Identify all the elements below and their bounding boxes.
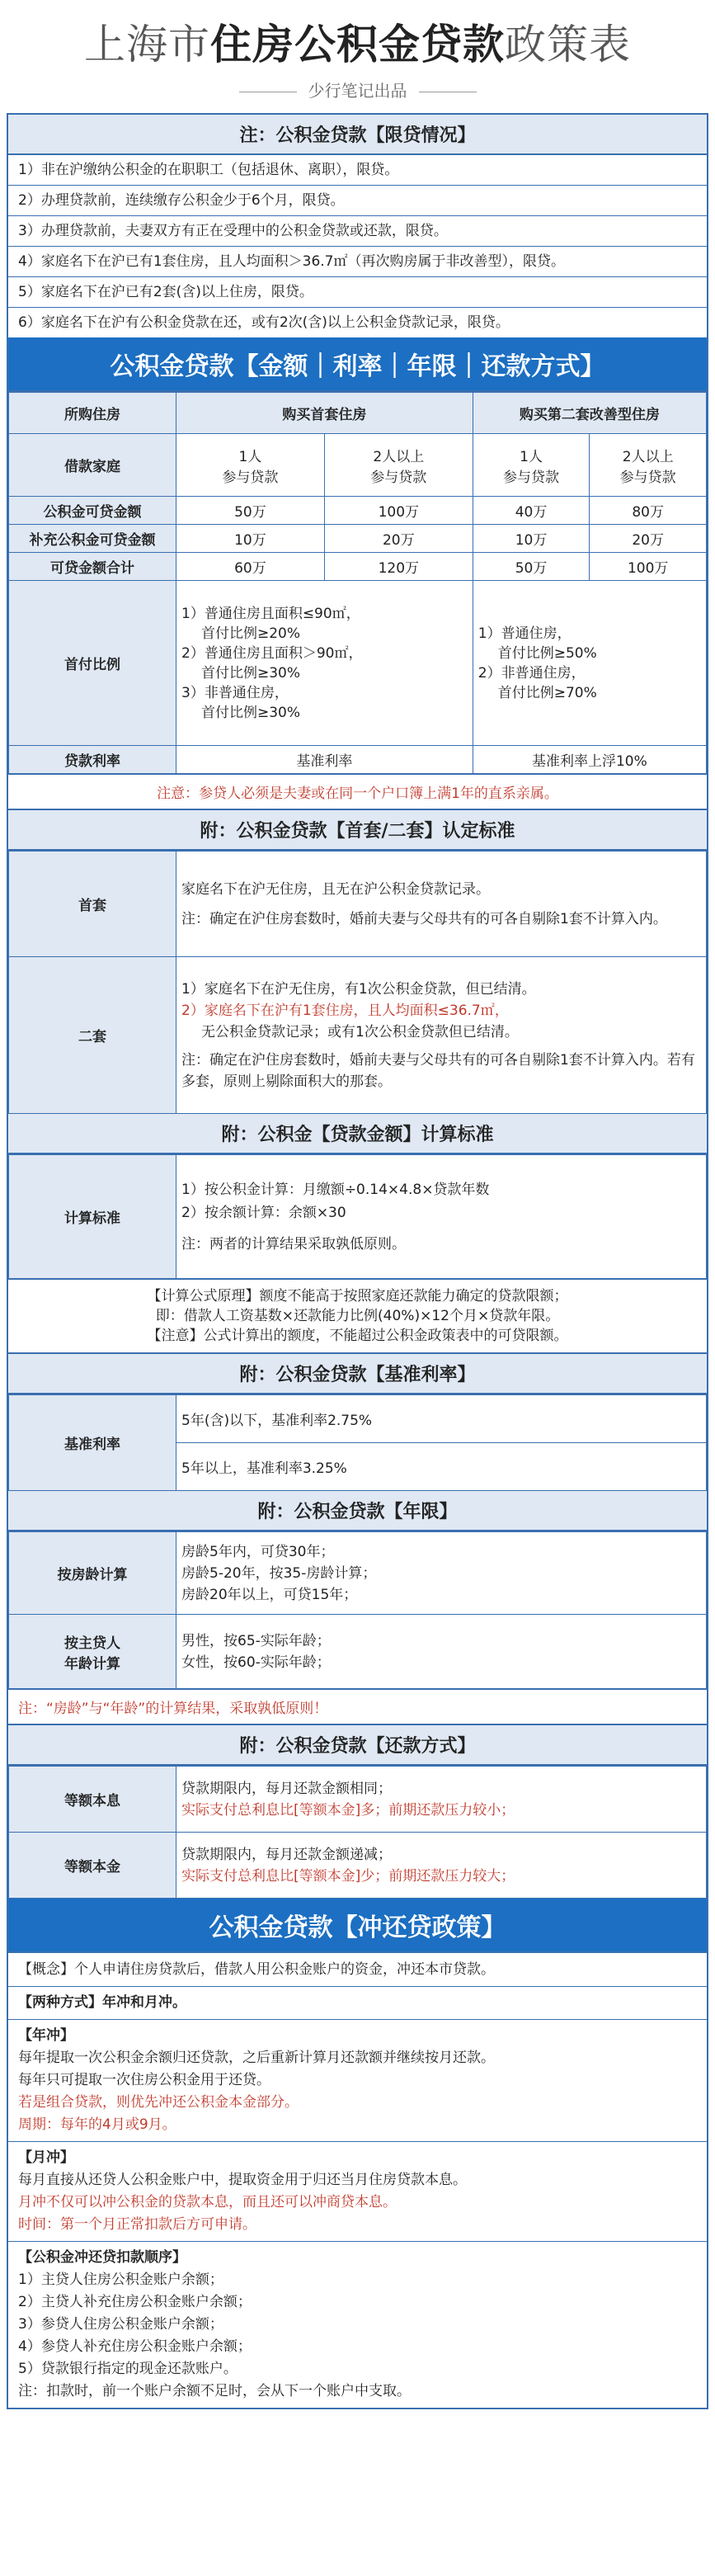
year-line: 若是组合贷款，则优先冲还公积金本金部分。 [18,2094,299,2111]
base-rate-line: 5年(含)以下，基准利率2.75% [176,1395,707,1443]
rate-label: 贷款利率 [9,746,176,774]
calc-table [8,1154,707,1279]
year-line: 周期：每年的4月或9月。 [18,2116,176,2133]
equal-pi-detail [176,1767,707,1833]
equal-p-line: 贷款期限内，每月还款金额递减； [181,1846,392,1863]
family-col: 1人 参与贷款 [473,434,590,497]
second-line: 2）家庭名下在沪有1套住房，且人均面积≤36.7㎡， [181,1002,509,1019]
down-line: 首付比例≥50% [497,644,597,662]
borrower-age-detail [176,1615,707,1689]
row-label: 可贷金额合计 [9,553,176,581]
cell: 100万 [590,553,707,581]
term-table [8,1531,707,1689]
amount-header: 公积金贷款【金额｜利率｜年限｜还款方式】 [8,337,707,392]
year-line: 每年提取一次公积金余额归还贷款，之后重新计算月还款额并继续按月还款。 [18,2050,495,2066]
limit-item: 3）办理贷款前，夫妻双方有正在受理中的公积金贷款或还款，限贷。 [8,215,707,246]
row-family: 借款家庭 [9,434,176,497]
down-line: 首付比例≥30% [201,704,301,721]
row-label: 公积金可贷金额 [9,497,176,525]
calc-detail [176,1155,707,1279]
coborrower-note: 注意：参贷人必须是夫妻或在同一个户口簿上满1年的直系亲属。 [8,774,707,809]
title-post: 政策表 [505,21,631,68]
equal-pi-line: 贷款期限内，每月还款金额相同； [181,1780,392,1797]
cell: 100万 [324,497,473,525]
offset-month [8,2141,707,2241]
cell: 10万 [176,525,325,553]
principle-line: 【计算公式原理】额度不能高于按照家庭还款能力确定的贷款限额； [147,1288,568,1305]
base-rate-table [8,1394,707,1491]
row-label: 补充公积金可贷金额 [9,525,176,553]
offset-header: 公积金贷款【冲还贷政策】 [8,1899,707,1953]
first-home-header: 购买首套住房 [176,393,473,434]
down-line: 首付比例≥70% [497,684,597,701]
calc-header: 附：公积金【贷款金额】计算标准 [8,1114,707,1154]
standard-header: 附：公积金贷款【首套/二套】认定标准 [8,809,707,851]
house-age-line: 房龄20年以上，可贷15年； [181,1586,358,1603]
order-title: 【公积金冲还贷扣款顺序】 [18,2249,186,2266]
down-line: 首付比例≥20% [201,625,301,642]
subtitle-text: 少行笔记出品 [308,81,407,101]
calc-line: 2）按余额计算：余额×30 [181,1204,346,1221]
first-label: 首套 [9,852,176,957]
repay-header: 附：公积金贷款【还款方式】 [8,1724,707,1766]
standard-table [8,851,707,1114]
second-label: 二套 [9,957,176,1114]
term-header: 附：公积金贷款【年限】 [8,1491,707,1531]
down-first [176,581,473,746]
month-title: 【月冲】 [18,2149,74,2166]
limit-item: 6）家庭名下在沪有公积金贷款在还，或有2次(含)以上公积金贷款记录，限贷。 [8,307,707,337]
house-age-line: 房龄5年内，可贷30年； [181,1543,335,1560]
borrower-age-line: 女性，按60-实际年龄； [181,1654,331,1671]
base-rate-line: 5年以上，基准利率3.25% [176,1443,707,1491]
second-line: 注：确定在沪住房套数时，婚前夫妻与父母共有的可各自剔除1套不计算入内。若有多套，原则上剔除面积大的那套。 [181,1051,695,1090]
rate-second: 基准利率上浮10% [473,746,706,774]
title-pre: 上海市 [84,21,210,68]
first-line: 家庭名下在沪无住房，且无在沪公积金贷款记录。 [181,880,490,898]
down-line: 2）普通住房且面积＞90㎡， [181,644,363,662]
month-line: 月冲不仅可以冲公积金的贷款本息，而且还可以冲商贷本息。 [18,2194,397,2210]
principle-line: 即：借款人工资基数×还款能力比例(40%)×12个月×贷款年限。 [155,1308,560,1324]
order-line: 5）贷款银行指定的现金还款账户。 [18,2361,238,2377]
equal-p-label: 等额本金 [9,1833,176,1899]
cell: 20万 [324,525,473,553]
limit-header: 注：公积金贷款【限贷情况】 [8,115,707,155]
order-line: 注：扣款时，前一个账户余额不足时，会从下一个账户中支取。 [18,2383,411,2399]
down-line: 3）非普通住房， [181,684,289,701]
family-col: 1人 参与贷款 [176,434,325,497]
house-age-label: 按房龄计算 [9,1532,176,1615]
repay-table [8,1766,707,1899]
first-line: 注：确定在沪住房套数时，婚前夫妻与父母共有的可各自剔除1套不计算入内。 [181,910,667,927]
limit-item: 2）办理贷款前，连续缴存公积金少于6个月，限贷。 [8,185,707,215]
page-title [7,0,708,71]
second-home-header: 购买第二套改善型住房 [473,393,706,434]
order-line: 4）参贷人补充住房公积金账户余额； [18,2338,252,2355]
principle-line: 【注意】公式计算出的额度，不能超过公积金政策表中的可贷限额。 [147,1328,568,1344]
borrower-age-line: 男性，按65-实际年龄； [181,1632,331,1649]
down-line: 2）非普通住房， [477,664,586,682]
base-rate-header: 附：公积金贷款【基准利率】 [8,1352,707,1394]
order-line: 2）主贷人补充住房公积金账户余额； [18,2294,252,2310]
limit-item: 5）家庭名下在沪已有2套(含)以上住房，限贷。 [8,276,707,307]
calc-line: 1）按公积金计算：月缴额÷0.14×4.8×贷款年数 [181,1181,490,1198]
family-col: 2人以上 参与贷款 [324,434,473,497]
second-line: 1）家庭名下在沪无住房，有1次公积金贷款，但已结清。 [181,980,536,998]
down-line: 1）普通住房， [477,625,572,642]
equal-pi-label: 等额本息 [9,1767,176,1833]
year-title: 【年冲】 [18,2027,74,2044]
equal-p-detail [176,1833,707,1899]
limit-item: 1）非在沪缴纳公积金的在职职工（包括退休、离职），限贷。 [18,162,399,178]
calc-label: 计算标准 [9,1155,176,1279]
offset-order [8,2241,707,2408]
limit-list [8,155,707,337]
second-line: 无公积金贷款记录；或有1次公积金贷款但已结清。 [201,1023,519,1040]
equal-p-line: 实际支付总利息比[等额本金]少；前期还款压力较大； [181,1867,515,1885]
down-second [473,581,706,746]
down-line: 1）普通住房且面积≤90㎡， [181,605,360,622]
down-line: 首付比例≥30% [201,664,301,682]
cell: 20万 [590,525,707,553]
calc-line: 注：两者的计算结果采取孰低原则。 [181,1235,406,1253]
offset-methods: 【两种方式】年冲和月冲。 [8,1986,707,2019]
cell: 60万 [176,553,325,581]
base-rate-label: 基准利率 [9,1395,176,1491]
order-line: 1）主贷人住房公积金账户余额； [18,2272,223,2288]
page-subtitle [7,78,708,101]
limit-item: 4）家庭名下在沪已有1套住房，且人均面积＞36.7㎡（再次购房属于非改善型），限贷。 [8,246,707,276]
cell: 10万 [473,525,590,553]
title-bold: 住房公积金贷款 [210,21,505,68]
cell: 50万 [176,497,325,525]
offset-year [8,2019,707,2141]
col-house: 所购住房 [9,393,176,434]
term-note: 注：“房龄”与“年龄”的计算结果，采取孰低原则！ [8,1689,707,1724]
borrower-age-label: 按主贷人 年龄计算 [9,1615,176,1689]
family-col: 2人以上 参与贷款 [590,434,707,497]
policy-page [7,0,708,2409]
house-age-line: 房龄5-20年，按35-房龄计算； [181,1564,377,1582]
down-label: 首付比例 [9,581,176,746]
equal-pi-line: 实际支付总利息比[等额本金]多；前期还款压力较小； [181,1801,515,1819]
month-line: 时间：第一个月正常扣款后方可申请。 [18,2216,256,2233]
second-detail [176,957,707,1114]
month-line: 每月直接从还贷人公积金账户中，提取资金用于归还当月住房贷款本息。 [18,2172,467,2188]
cell: 80万 [590,497,707,525]
cell: 120万 [324,553,473,581]
rate-first: 基准利率 [176,746,473,774]
year-line: 每年只可提取一次住房公积金用于还贷。 [18,2072,270,2088]
amount-table [8,392,707,774]
cell: 40万 [473,497,590,525]
cell: 50万 [473,553,590,581]
calc-principle [8,1279,707,1352]
order-line: 3）参贷人住房公积金账户余额； [18,2316,223,2333]
house-age-detail [176,1532,707,1615]
first-detail [176,852,707,957]
offset-concept: 【概念】个人申请住房贷款后，借款人用公积金账户的资金，冲还本市贷款。 [18,1961,495,1978]
policy-box [7,113,708,2409]
